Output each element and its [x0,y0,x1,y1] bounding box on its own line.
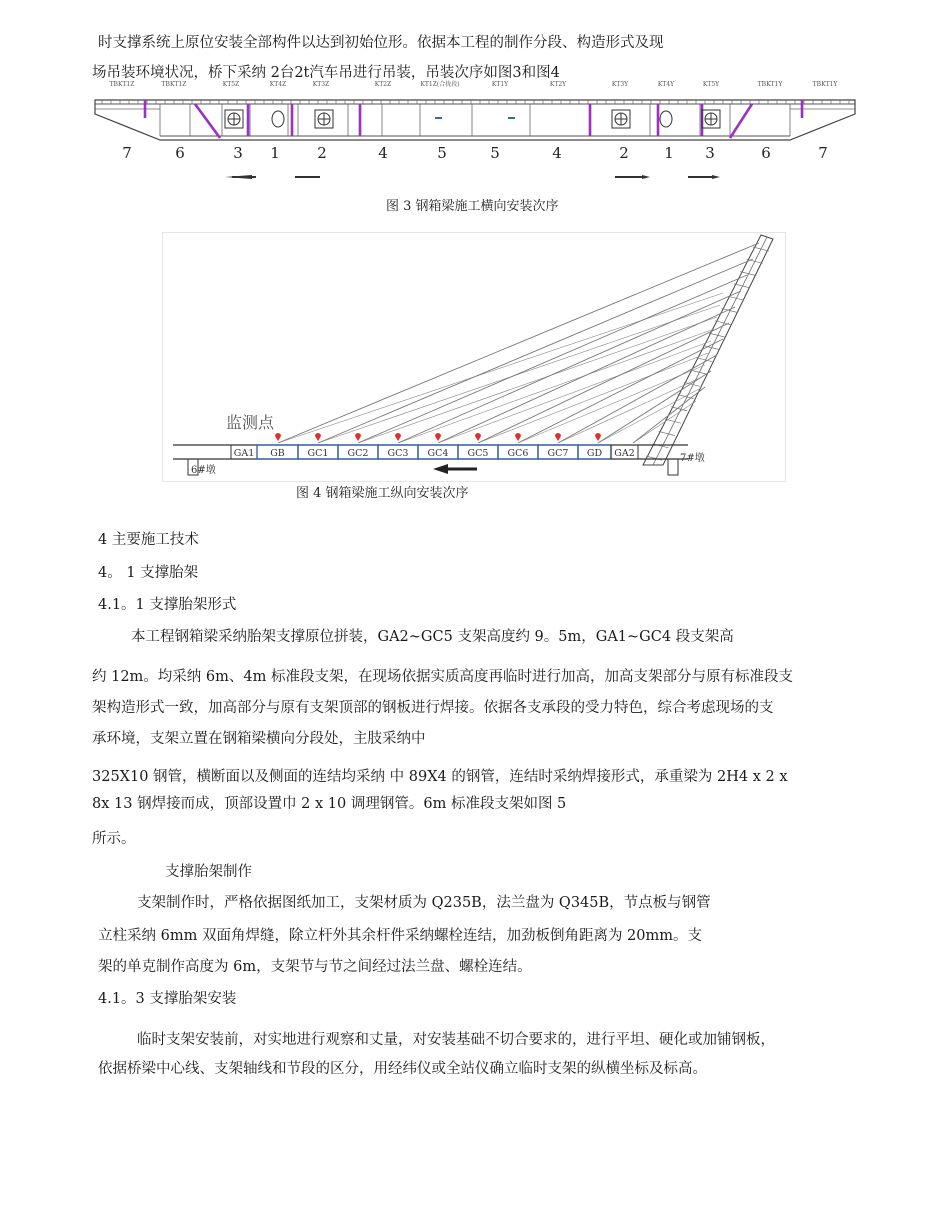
segment-label: GC1 [307,448,329,459]
segment-label: TBKT1Z [161,81,187,88]
segment-label: KT4Y [657,81,675,88]
figure-4-diagram [162,232,786,482]
paragraph-line: 约 12m。均采纳 6m、4m 标准段支架，在现场依据实质高度再临时进行加高，加高支架部分与原有标准段支 [92,669,793,685]
monitor-marker [555,433,561,441]
monitor-marker [475,433,481,441]
sequence-number: 3 [233,144,243,162]
section-heading-4: 4 主要施工技术 [98,532,199,548]
segment-label: KT2Z [374,81,392,88]
section-heading-4-1-1: 4.1。1 支撑胎架形式 [98,597,237,613]
monitor-marker [435,433,441,441]
monitor-marker [595,433,601,441]
figure-3-svg [90,78,860,188]
text-line: 时支撑系统上原位安装全部构件以达到初始位形。依据本工程的制作分段、构造形式及现 [98,35,664,51]
section-heading-4-1-3: 4.1。3 支撑胎架安装 [98,991,237,1007]
sequence-number: 7 [818,144,828,162]
right-pier-label: 7#墩 [680,453,705,464]
segment-label: KT1Y [491,81,509,88]
sequence-number: 6 [175,144,185,162]
section-heading-4-1: 4。 1 支撑胎架 [98,565,199,581]
sequence-number: 4 [378,144,388,162]
paragraph-line: 8x 13 钢焊接而成，顶部设置巾 2 x 10 调理钢管。6m 标准段支架如图 5 [92,796,567,812]
segment-label: GD [586,448,603,459]
figure-3-caption: 图 3 钢箱梁施工横向安装次序 [386,199,559,214]
sequence-number: 1 [664,144,674,162]
paragraph-line: 架的单克制作高度为 6m，支架节与节之间经过法兰盘、螺栓连结。 [98,959,532,975]
segment-label: GC2 [347,448,369,459]
sequence-number: 5 [437,144,447,162]
paragraph-line: 所示。 [92,831,136,847]
segment-label: GA1 [233,448,255,459]
segment-label: GC3 [387,448,409,459]
monitor-marker [275,433,281,441]
segment-label: GB [270,448,285,459]
sequence-number: 5 [490,144,500,162]
sequence-number: 3 [705,144,715,162]
segment-label: GC6 [507,448,529,459]
sequence-number: 4 [552,144,562,162]
segment-label: GC7 [547,448,569,459]
monitor-marker [395,433,401,441]
paragraph-line: 立柱采纳 6mm 双面角焊缝，除立杆外其余杆件采纳螺栓连结，加劲板倒角距离为 20mm。支 [98,928,702,944]
paragraph-line: 本工程钢箱梁采纳胎架支撑原位拼装，GA2~GC5 支架高度约 9。5m，GA1~GC4 段支架高 [131,629,734,645]
segment-label: KT2Y [549,81,567,88]
monitor-marker [515,433,521,441]
figure-4-caption: 图 4 钢箱梁施工纵向安装次序 [296,486,469,501]
sequence-number: 2 [317,144,327,162]
left-pier-label: 6#墩 [191,465,216,476]
monitor-point-label: 监测点 [226,413,275,432]
paragraph-line: 架构造形式一致，加高部分与原有支架顶部的钢板进行焊接。依据各支承段的受力特色，综合考虑现场的支 [92,700,774,716]
monitor-marker [315,433,321,441]
segment-label: TBKT1Z [109,81,135,88]
sequence-number: 1 [270,144,280,162]
segment-label: GC4 [427,448,449,459]
segment-label: KT1Z(合拢段) [420,81,460,88]
segment-label: KT5Z [222,81,240,88]
segment-label: GC5 [467,448,489,459]
segment-label: KT3Z [312,81,330,88]
segment-label: KT3Y [611,81,629,88]
paragraph-line: 325X10 钢管，横断面以及侧面的连结均采纳 中 89X4 的钢管，连结时采纳焊接形式，承重梁为 2H4 x 2 x [92,769,788,785]
segment-label: KT5Y [702,81,720,88]
figure-3-cross-section [90,78,860,188]
segment-label: TBKT1Y [757,81,783,88]
sequence-number: 7 [122,144,132,162]
text-line: 场吊装环境状况，桥下采纳 2台2t汽车吊进行吊装，吊装次序如图3和图4 [92,65,560,81]
monitor-marker [355,433,361,441]
paragraph-line: 临时支架安装前，对实地进行观察和丈量，对安装基础不切合要求的，进行平坦、硬化或加铺钢板， [137,1032,775,1048]
segment-label: TBKT1Y [812,81,838,88]
figure-4-svg [163,233,785,481]
paragraph-line: 承环境，支架立置在钢箱梁横向分段处，主肢采纳中 [92,731,426,747]
paragraph-line: 支架制作时，严格依据图纸加工，支架材质为 Q235B，法兰盘为 Q345B，节点板与钢管 [137,895,711,911]
sequence-number: 6 [761,144,771,162]
section-heading-4-1-2: 支撑胎架制作 [165,864,252,880]
sequence-number: 2 [619,144,629,162]
paragraph-line: 依据桥梁中心线、支架轴线和节段的区分，用经纬仪或全站仪确立临时支架的纵横坐标及标高。 [98,1061,707,1077]
segment-label: KT4Z [269,81,287,88]
segment-label: GA2 [614,448,635,459]
